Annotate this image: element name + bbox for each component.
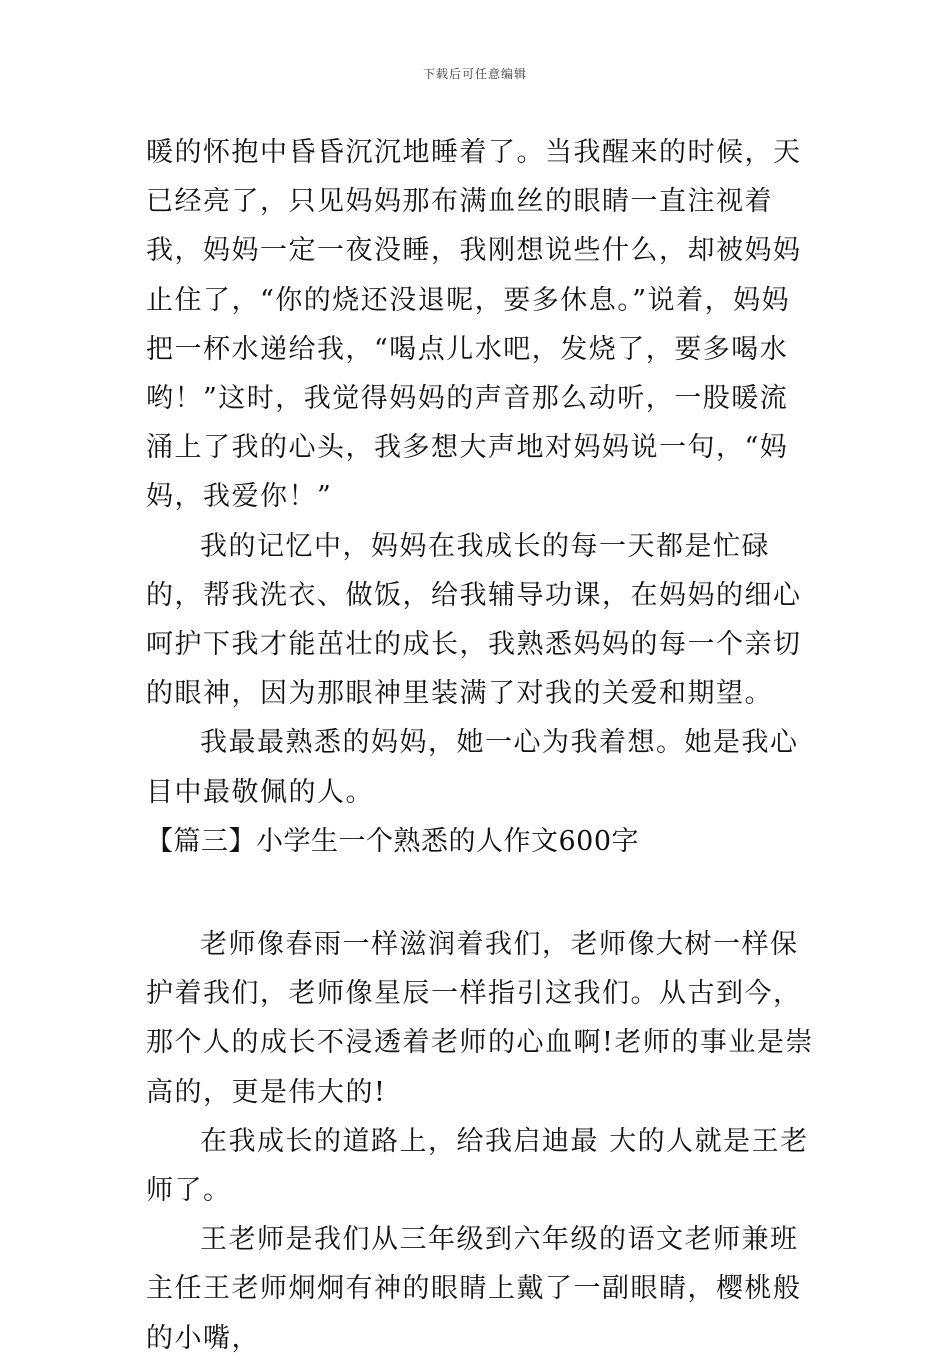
section-spacer xyxy=(146,866,816,920)
paragraph-2: 我的记忆中，妈妈在我成长的每一天都是忙碌的，帮我洗衣、做饭，给我辅导功课，在妈妈的细心呵护下我才能茁壮的成长，我熟悉妈妈的每一个亲切的眼神，因为那眼神里装满了对我的关爱和期望。 xyxy=(146,530,802,710)
paragraph-5: 在我成长的道路上，给我启迪最 大的人就是王老师了。 xyxy=(146,1125,809,1207)
page-header: 下载后可任意编辑 xyxy=(422,67,527,81)
paragraph-6: 王老师是我们从三年级到六年级的语文老师兼班主任王老师炯炯有神的眼睛上戴了一副眼睛，樱桃般的小嘴， xyxy=(146,1224,802,1354)
paragraph-1: 暖的怀抱中昏昏沉沉地睡着了。当我醒来的时候，天已经亮了，只见妈妈那布满血丝的眼睛一直注视着我，妈妈一定一夜没睡，我刚想说些什么，却被妈妈止住了，“你的烧还没退呢，要多休息。”说着，妈妈把一杯水递给我，“喝点儿水吧，发烧了，要多喝水哟！”这时，我觉得妈妈的声音那么动听，一股暖流涌上了我的心头，我多想大声地对妈妈说一句，“妈妈，我爱你！” xyxy=(146,137,802,513)
paragraph-4: 老师像春雨一样滋润着我们，老师像大树一样保护着我们，老师像星辰一样指引这我们。从古到今，那个人的成长不浸透着老师的心血啊!老师的事业是崇高的，更是伟大的! xyxy=(146,929,814,1108)
document-body xyxy=(146,128,816,1363)
section-title: 【篇三】小学生一个熟悉的人作文600字 xyxy=(146,825,640,857)
paragraph-3: 我最最熟悉的妈妈，她一心为我着想。她是我心目中最敬佩的人。 xyxy=(146,727,799,808)
